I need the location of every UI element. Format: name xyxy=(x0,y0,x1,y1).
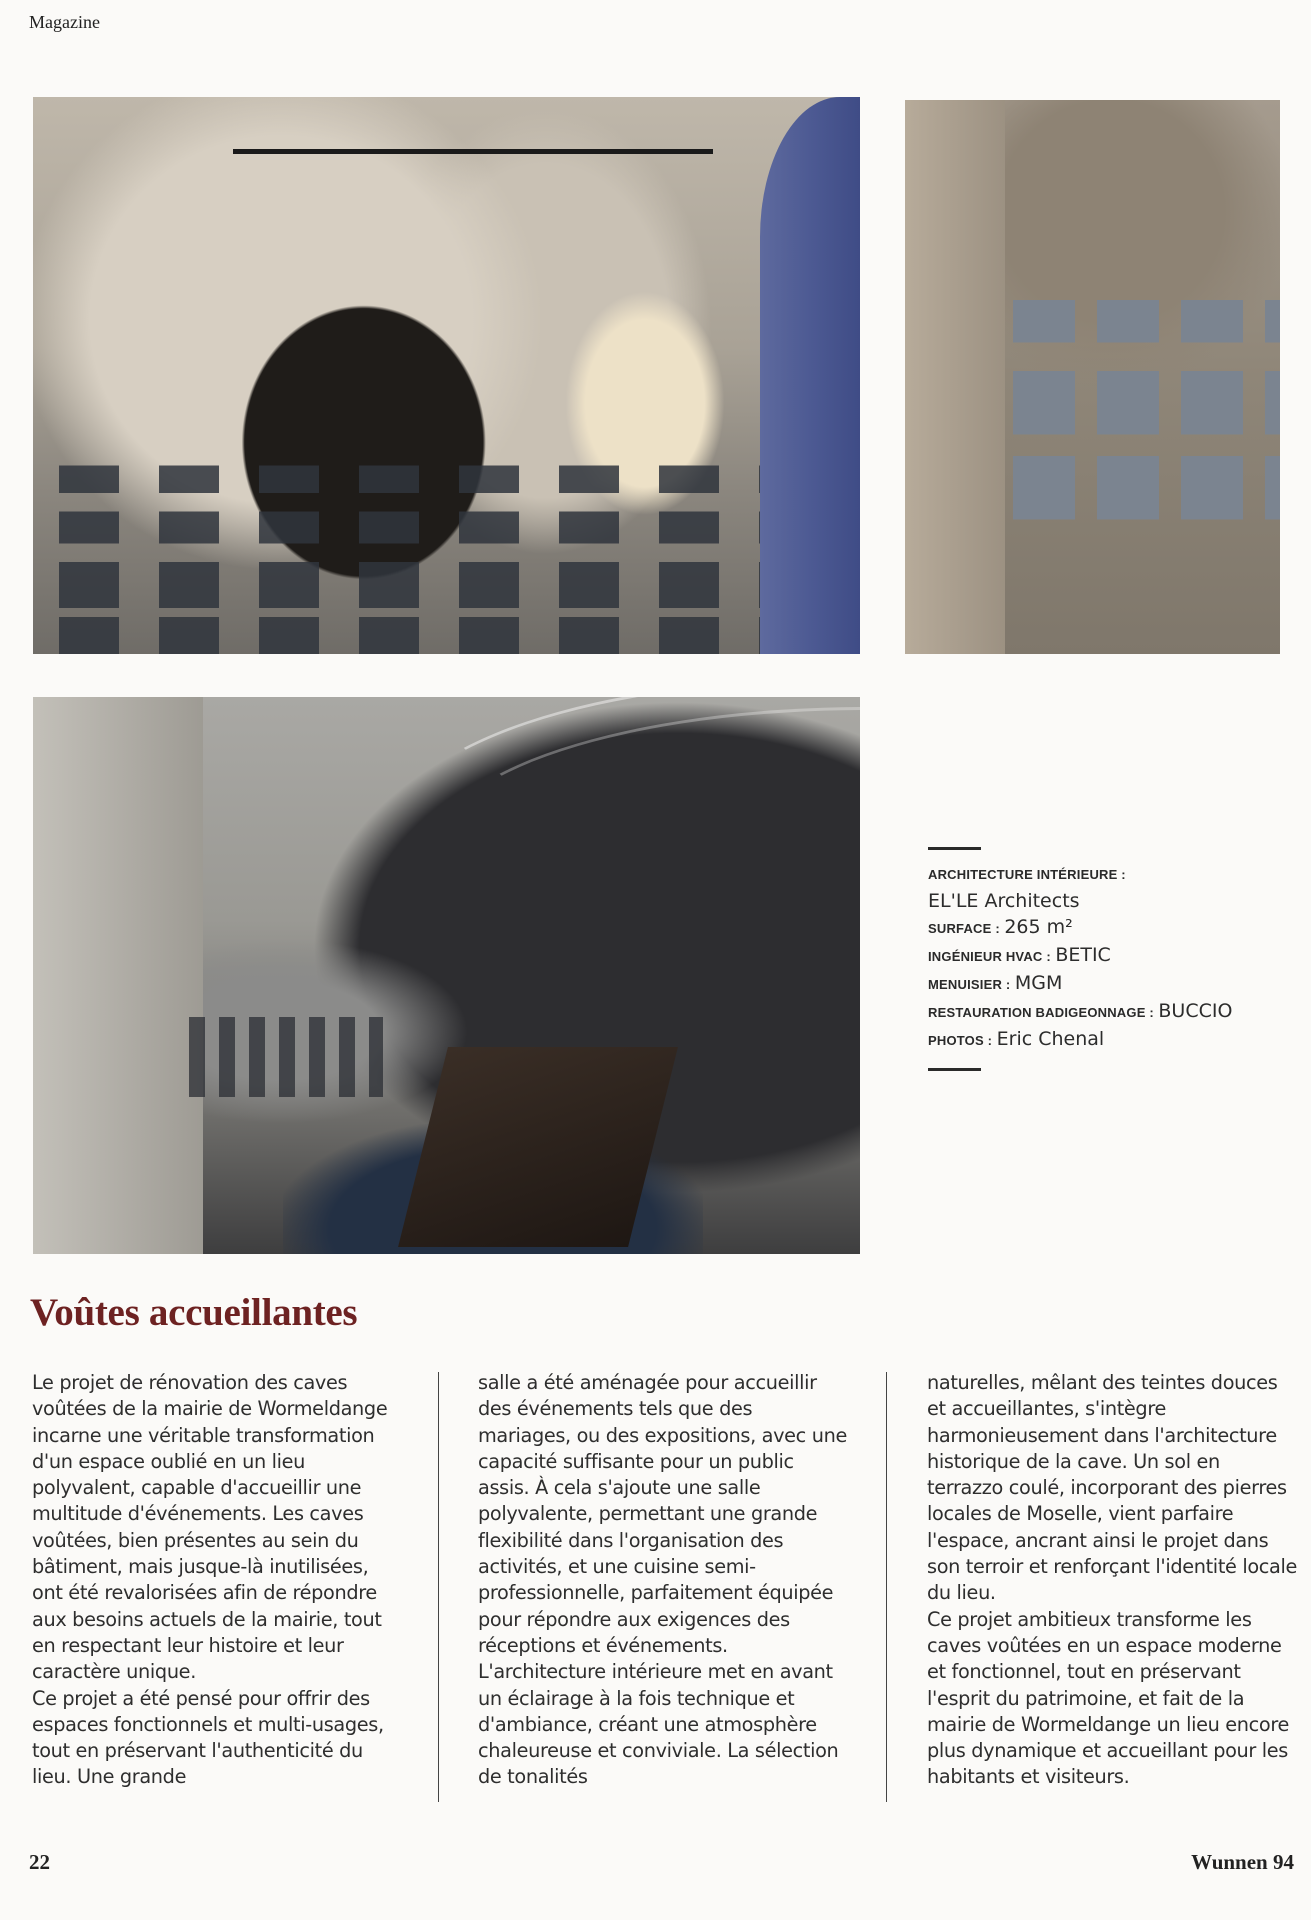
column-divider xyxy=(438,1372,439,1802)
credit-architecture xyxy=(928,862,1268,914)
credit-label: PHOTOS : xyxy=(928,1033,993,1048)
credit-menuisier xyxy=(928,970,1268,998)
stone-pillar xyxy=(905,100,1005,654)
credit-restauration xyxy=(928,998,1268,1026)
credits-block xyxy=(928,847,1268,1071)
paragraph: salle a été aménagée pour accueillir des événements tels que des mariages, ou des expositions, avec une capacité suffisante pour un public assis. À cela s'ajoute une salle polyvalente, permettant une grande flexibilité dans l'organisation des activités, et une cuisine semi-professionnelle, parfaitement équipée pour répondre aux exigences des réceptions et événements. xyxy=(478,1371,847,1657)
article-title: Voûtes accueillantes xyxy=(30,1291,358,1334)
credit-value: MGM xyxy=(1014,972,1063,994)
credit-photos xyxy=(928,1026,1268,1054)
article-column-3 xyxy=(927,1370,1297,1791)
credit-label: ARCHITECTURE INTÉRIEURE : xyxy=(928,867,1126,882)
paragraph: Ce projet a été pensé pour offrir des espaces fonctionnels et multi-usages, tout en préservant l'authenticité du lieu. Une grande xyxy=(32,1686,384,1789)
credit-surface xyxy=(928,914,1268,942)
chair-rows xyxy=(33,424,860,654)
publication-name: Wunnen 94 xyxy=(1191,1850,1294,1874)
article-column-1 xyxy=(32,1370,402,1791)
credit-hvac xyxy=(928,942,1268,970)
column-divider xyxy=(886,1372,887,1802)
stone-wall xyxy=(33,697,203,1254)
light-rail xyxy=(233,149,713,154)
credit-label: MENUISIER : xyxy=(928,977,1011,992)
chair-rows xyxy=(1005,300,1280,654)
credit-value: EL'LE Architects xyxy=(928,890,1080,912)
credit-label: INGÉNIEUR HVAC : xyxy=(928,949,1051,964)
photo-vaulted-room-chairs xyxy=(33,97,860,654)
credit-value: Eric Chenal xyxy=(996,1028,1105,1050)
chair-rows xyxy=(183,1017,383,1097)
credit-value: BUCCIO xyxy=(1158,1000,1233,1022)
credit-value: 265 m² xyxy=(1004,916,1073,938)
credits-bottom-rule xyxy=(928,1068,981,1071)
photo-chairs-closeup xyxy=(905,100,1280,654)
photo-dark-vault-table xyxy=(33,697,860,1254)
page-number: 22 xyxy=(29,1850,50,1874)
paragraph: naturelles, mêlant des teintes douces et accueillantes, s'intègre harmonieusement dans l'architecture historique de la cave. Un sol en terrazzo coulé, incorporant des pierres locales de Moselle, vient parfaire l'espace, ancrant ainsi le projet dans son terroir et renforçant l'identité locale du lieu. xyxy=(927,1371,1298,1605)
article-column-2 xyxy=(478,1370,848,1791)
section-label: Magazine xyxy=(29,12,100,32)
credit-label: SURFACE : xyxy=(928,921,1000,936)
paragraph: Le projet de rénovation des caves voûtées de la mairie de Wormeldange incarne une véritable transformation d'un espace oublié en un lieu polyvalent, capable d'accueillir une multitude d'événements. Les caves voûtées, bien présentes au sein du bâtiment, mais jusque-là inutilisées, ont été revalorisées afin de répondre aux besoins actuels de la mairie, tout en respectant leur histoire et leur caractère unique. xyxy=(32,1371,388,1684)
paragraph: Ce projet ambitieux transforme les caves voûtées en un espace moderne et fonctionnel, tout en préservant l'esprit du patrimoine, et fait de la mairie de Wormeldange un lieu encore plus dynamique et accueillant pour les habitants et visiteurs. xyxy=(927,1607,1290,1789)
credit-value: BETIC xyxy=(1055,944,1111,966)
paragraph: L'architecture intérieure met en avant un éclairage à la fois technique et d'ambiance, créant une atmosphère chaleureuse et conviviale. La sélection de tonalités xyxy=(478,1660,839,1789)
credits-top-rule xyxy=(928,847,981,850)
credit-label: RESTAURATION BADIGEONNAGE : xyxy=(928,1005,1154,1020)
blue-pillar xyxy=(760,97,860,654)
